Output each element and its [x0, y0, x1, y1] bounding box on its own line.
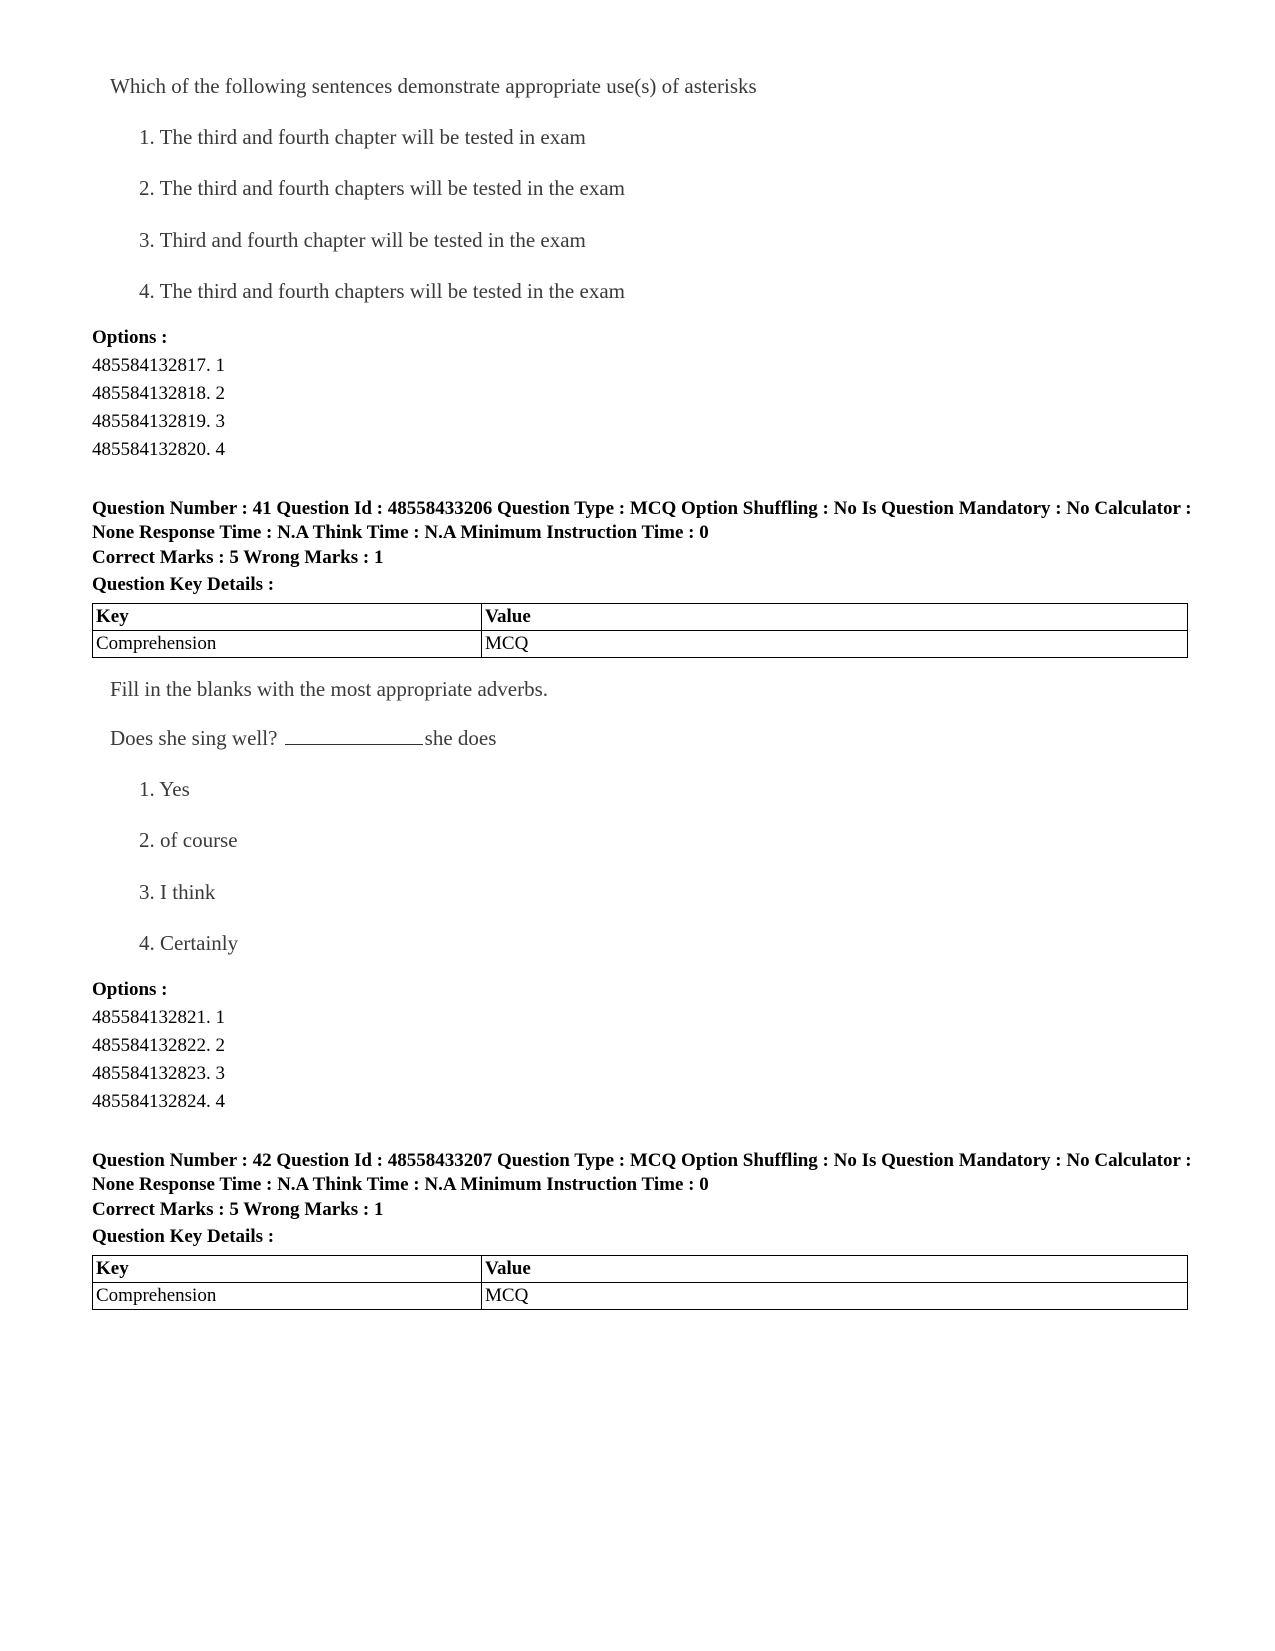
- option-id: 485584132822. 2: [92, 1035, 225, 1056]
- fill-blank: [285, 726, 423, 745]
- table-header-key: Key: [93, 604, 482, 631]
- key-details-table: [92, 603, 1188, 658]
- options-title: Options :: [92, 327, 168, 348]
- key-details-table: [92, 1255, 1188, 1310]
- answer-item: 3. I think: [139, 880, 216, 904]
- answer-item: 1. Yes: [139, 777, 190, 801]
- option-id: 485584132818. 2: [92, 383, 225, 404]
- option-id: 485584132820. 4: [92, 439, 225, 460]
- answer-item: 2. The third and fourth chapters will be tested in the exam: [139, 176, 625, 200]
- option-id: 485584132824. 4: [92, 1091, 225, 1112]
- stem-text-after: she does: [424, 726, 497, 750]
- answer-item: 4. Certainly: [139, 931, 239, 955]
- key-details-title: Question Key Details :: [92, 574, 275, 595]
- table-header-value: Value: [482, 604, 1188, 631]
- table-row: [93, 1283, 1188, 1310]
- question-meta: Question Number : 42 Question Id : 48558433207 Question Type : MCQ Option Shuffling : No Is Question Mandatory : No Calculator : None Response Time : N.A Think Time : N.A Minimum Instruction Time : 0: [92, 1150, 1192, 1195]
- marks-line: Correct Marks : 5 Wrong Marks : 1: [92, 1199, 384, 1220]
- options-title: Options :: [92, 979, 168, 1000]
- marks-line: Correct Marks : 5 Wrong Marks : 1: [92, 547, 384, 568]
- table-row: [93, 604, 1188, 631]
- question-stem-blank: [110, 726, 496, 751]
- table-row: [93, 631, 1188, 658]
- answer-item: 3. Third and fourth chapter will be tested in the exam: [139, 228, 586, 252]
- stem-text-before: Does she sing well?: [110, 726, 278, 750]
- table-row: [93, 1256, 1188, 1283]
- question-stem: Fill in the blanks with the most appropriate adverbs.: [110, 677, 549, 701]
- key-details-title: Question Key Details :: [92, 1226, 275, 1247]
- table-header-value: Value: [482, 1256, 1188, 1283]
- option-id: 485584132821. 1: [92, 1007, 225, 1028]
- table-cell-key: Comprehension: [93, 631, 482, 658]
- table-cell-key: Comprehension: [93, 1283, 482, 1310]
- options-list: [92, 324, 225, 464]
- question-meta: Question Number : 41 Question Id : 48558433206 Question Type : MCQ Option Shuffling : No Is Question Mandatory : No Calculator : None Response Time : N.A Think Time : N.A Minimum Instruction Time : 0: [92, 498, 1192, 543]
- answer-item: 2. of course: [139, 828, 238, 852]
- answer-item: 1. The third and fourth chapter will be tested in exam: [139, 125, 586, 149]
- table-cell-value: MCQ: [482, 1283, 1188, 1310]
- options-list: [92, 976, 225, 1116]
- option-id: 485584132823. 3: [92, 1063, 225, 1084]
- table-header-key: Key: [93, 1256, 482, 1283]
- question-stem: Which of the following sentences demonstrate appropriate use(s) of asterisks: [110, 74, 757, 98]
- option-id: 485584132819. 3: [92, 411, 225, 432]
- answer-item: 4. The third and fourth chapters will be tested in the exam: [139, 279, 625, 303]
- table-cell-value: MCQ: [482, 631, 1188, 658]
- option-id: 485584132817. 1: [92, 355, 225, 376]
